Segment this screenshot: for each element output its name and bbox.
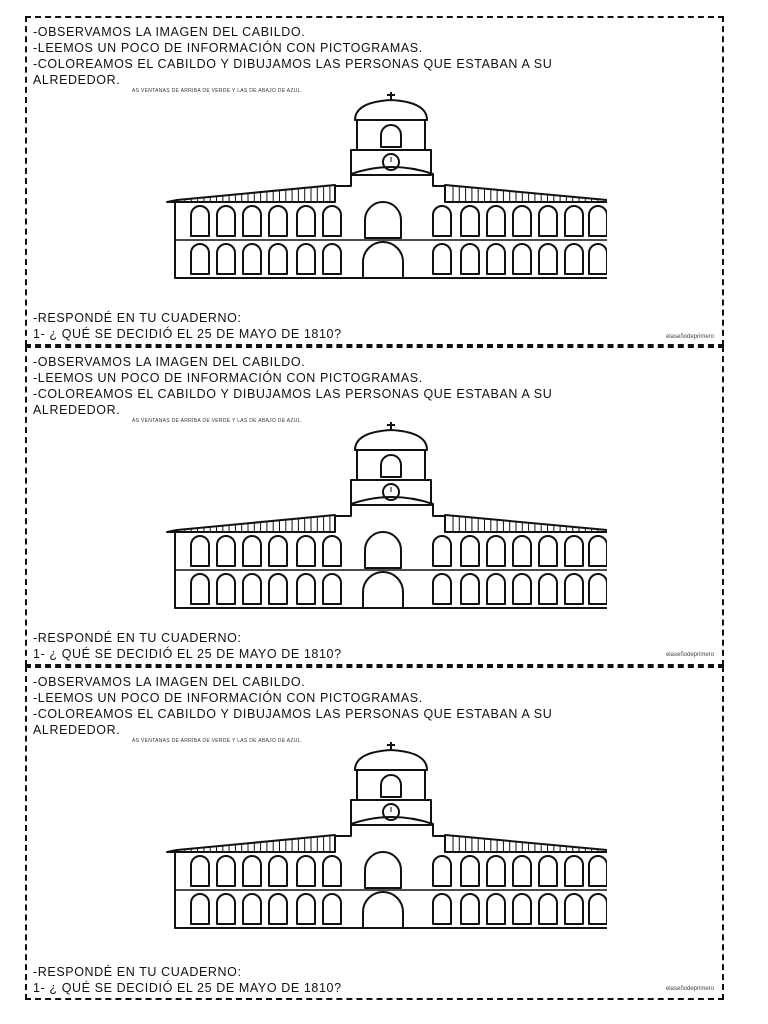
image-caption: AS VENTANAS DE ARRIBA DE VERDE Y LAS DE ABAJO DE AZUL. xyxy=(132,738,303,744)
cabildo-illustration xyxy=(137,90,607,280)
respond-label: -RESPONDÉ EN TU CUADERNO: xyxy=(33,311,242,325)
instruction-color: -COLOREAMOS EL CABILDO Y DIBUJAMOS LAS PERSONAS QUE ESTABAN A SU xyxy=(33,387,553,401)
watermark: elaseñodeprimero xyxy=(665,652,714,658)
instruction-color: -COLOREAMOS EL CABILDO Y DIBUJAMOS LAS PERSONAS QUE ESTABAN A SU xyxy=(33,707,553,721)
instruction-color-cont: ALREDEDOR. xyxy=(33,403,121,417)
instruction-color: -COLOREAMOS EL CABILDO Y DIBUJAMOS LAS PERSONAS QUE ESTABAN A SU xyxy=(33,57,553,71)
instruction-observe: -OBSERVAMOS LA IMAGEN DEL CABILDO. xyxy=(33,675,306,689)
image-caption: AS VENTANAS DE ARRIBA DE VERDE Y LAS DE ABAJO DE AZUL. xyxy=(132,418,303,424)
cabildo-illustration xyxy=(137,420,607,610)
worksheet-card-3 xyxy=(25,666,724,1000)
question-1: 1- ¿ QUÉ SE DECIDIÓ EL 25 DE MAYO DE 1810? xyxy=(33,647,342,661)
cabildo-illustration xyxy=(137,740,607,930)
question-1: 1- ¿ QUÉ SE DECIDIÓ EL 25 DE MAYO DE 1810? xyxy=(33,981,342,995)
worksheet-card-2 xyxy=(25,346,724,666)
instruction-color-cont: ALREDEDOR. xyxy=(33,723,121,737)
instruction-observe: -OBSERVAMOS LA IMAGEN DEL CABILDO. xyxy=(33,25,306,39)
worksheet-card-1 xyxy=(25,16,724,346)
respond-label: -RESPONDÉ EN TU CUADERNO: xyxy=(33,965,242,979)
image-caption: AS VENTANAS DE ARRIBA DE VERDE Y LAS DE ABAJO DE AZUL. xyxy=(132,88,303,94)
instruction-color-cont: ALREDEDOR. xyxy=(33,73,121,87)
watermark: elaseñodeprimero xyxy=(665,986,714,992)
instruction-read: -LEEMOS UN POCO DE INFORMACIÓN CON PICTOGRAMAS. xyxy=(33,691,423,705)
watermark: elaseñodeprimero xyxy=(665,334,714,340)
question-1: 1- ¿ QUÉ SE DECIDIÓ EL 25 DE MAYO DE 1810? xyxy=(33,327,342,341)
instruction-observe: -OBSERVAMOS LA IMAGEN DEL CABILDO. xyxy=(33,355,306,369)
instruction-read: -LEEMOS UN POCO DE INFORMACIÓN CON PICTOGRAMAS. xyxy=(33,371,423,385)
instruction-read: -LEEMOS UN POCO DE INFORMACIÓN CON PICTOGRAMAS. xyxy=(33,41,423,55)
respond-label: -RESPONDÉ EN TU CUADERNO: xyxy=(33,631,242,645)
